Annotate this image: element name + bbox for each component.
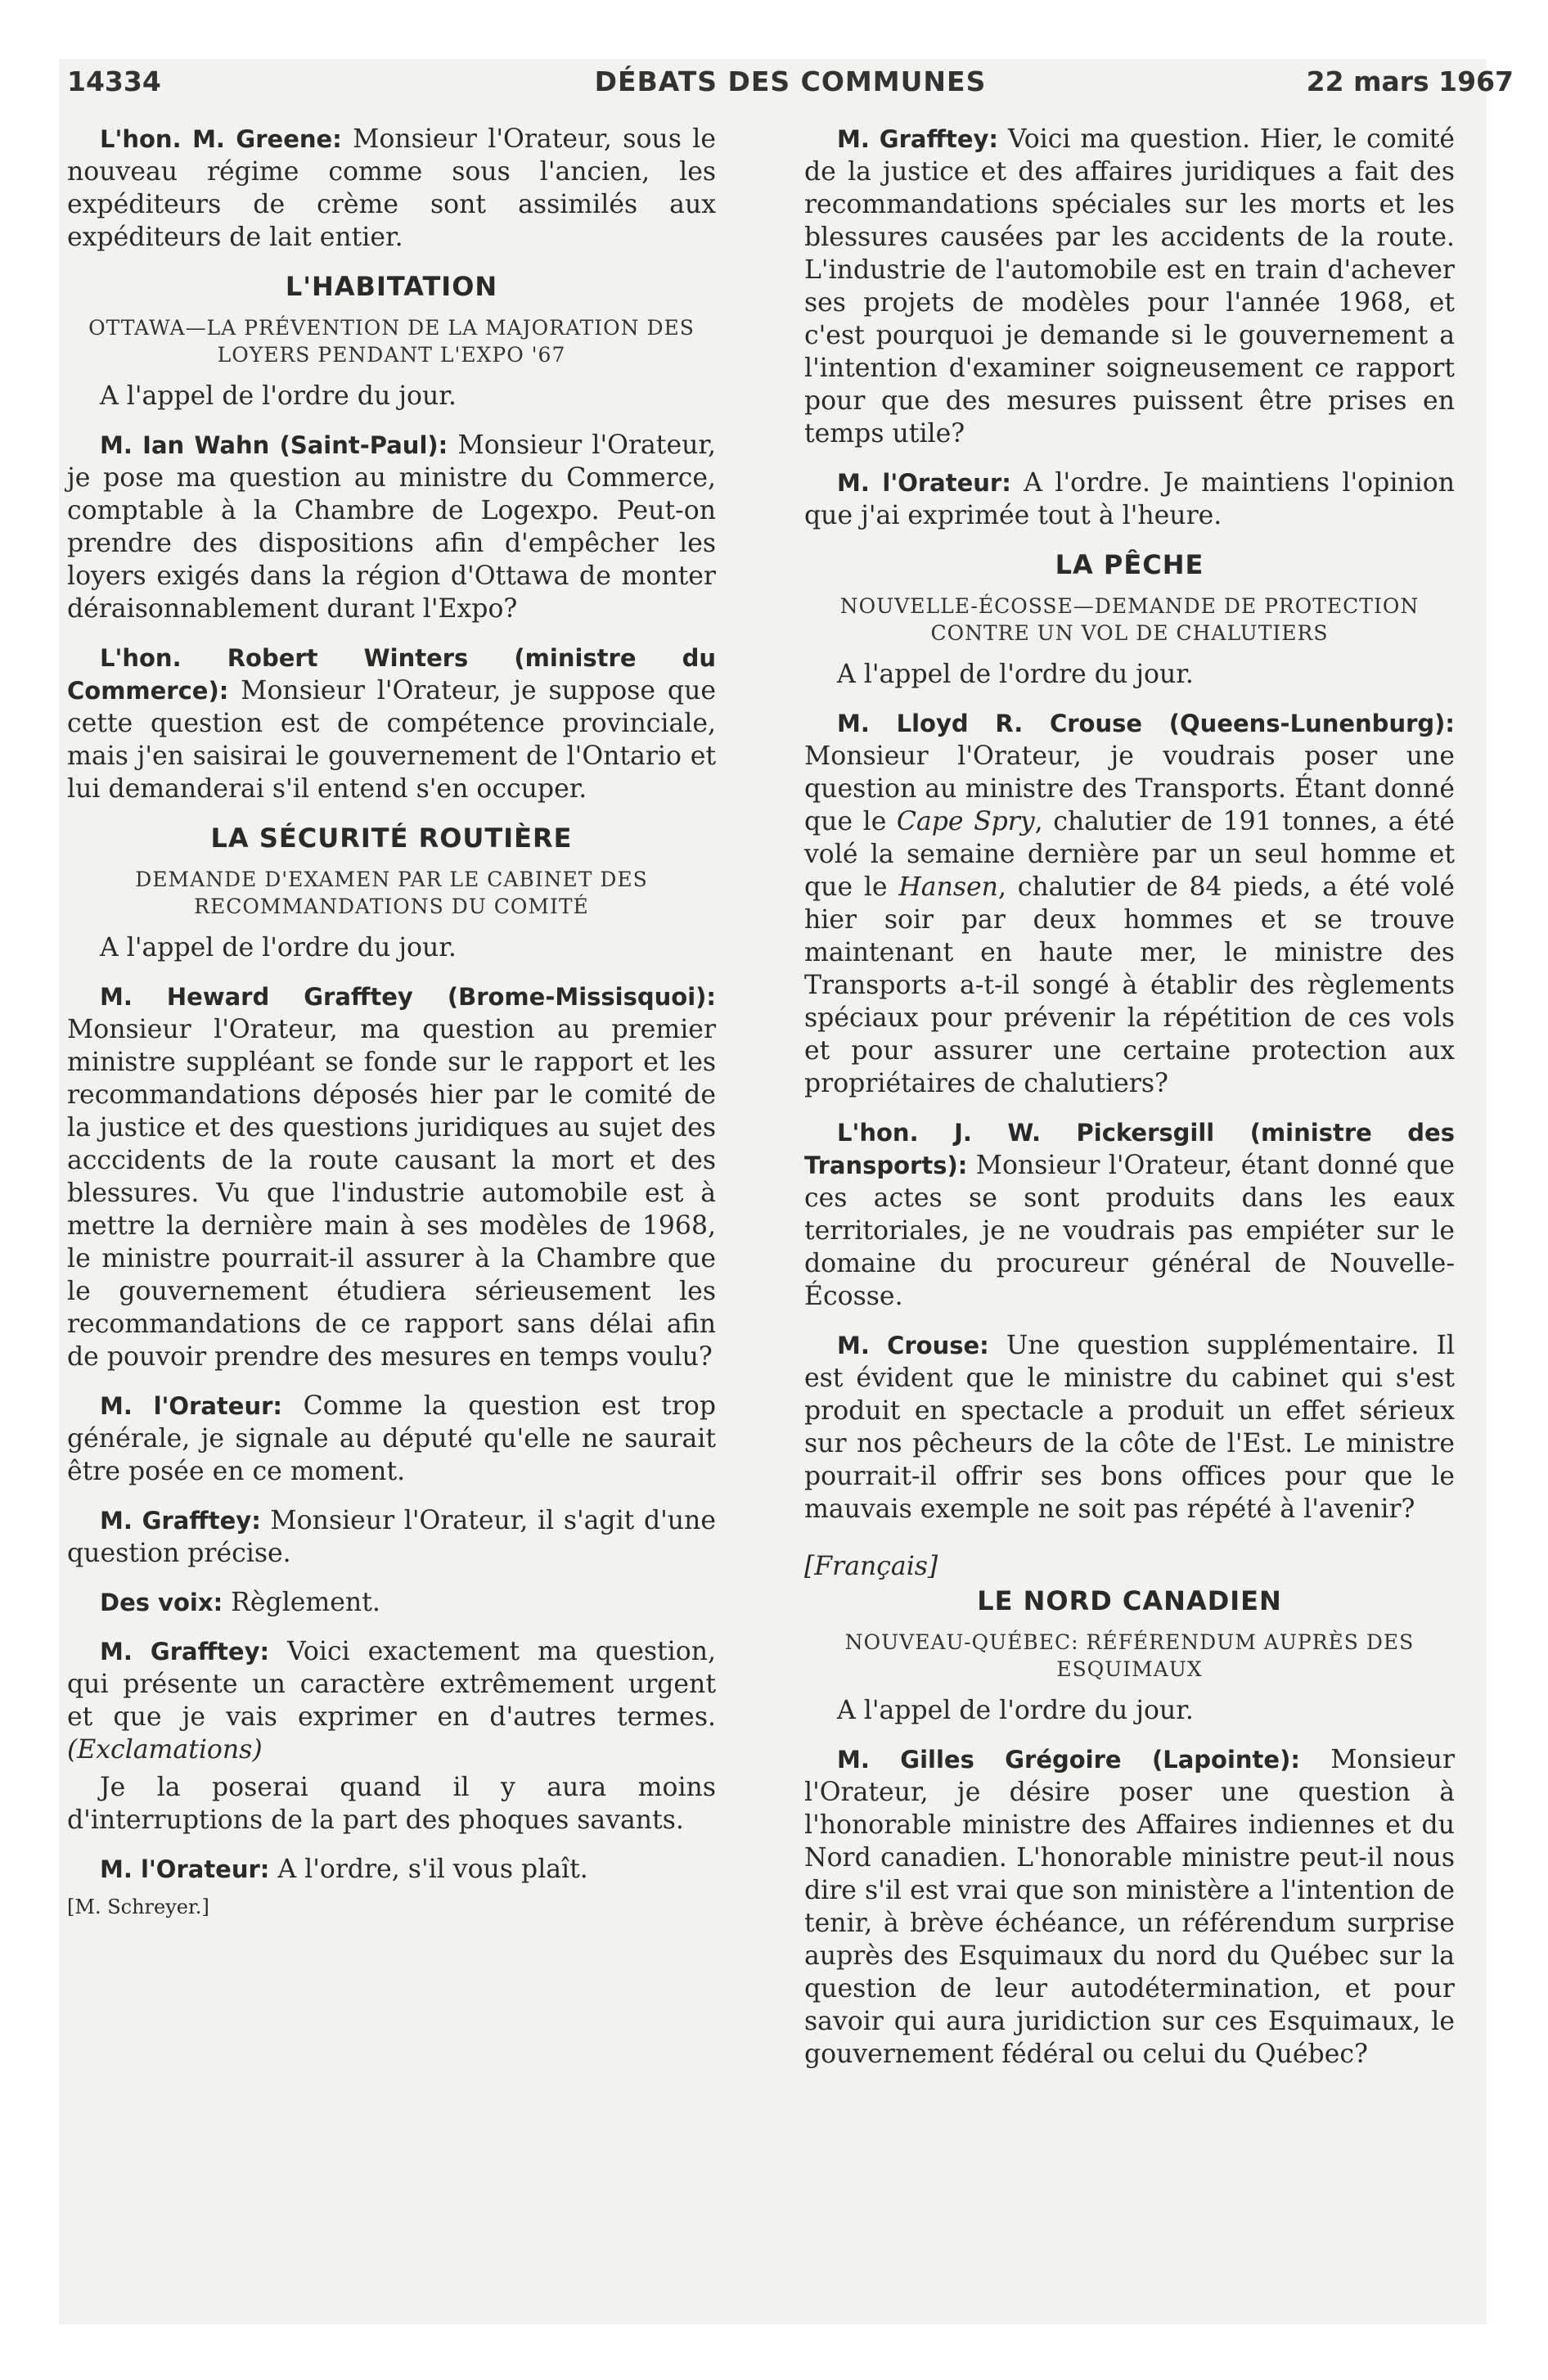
paragraph [804,1329,1455,1526]
paragraph [67,1504,716,1570]
section-subheading: NOUVEAU-QUÉBEC: RÉFÉRENDUM AUPRÈS DES ESQUIMAUX [844,1630,1415,1681]
language-note-text: [Français] [804,1552,938,1581]
order-call: A l'appel de l'ordre du jour. [100,933,457,962]
speech-text: , chalutier de 84 pieds, a été volé hier soir par deux hommes et se trouve maintenant en haute mer, le ministre des Transports a-t-il songé à établir des règlements spéciaux pour prévenir la répétition de ces vols et pour assurer une certaine protection aux propriétaires de chalutiers? [804,872,1455,1098]
section-heading: LE NORD CANADIEN [977,1585,1282,1616]
paragraph [67,123,716,254]
italic-note: (Exclamations) [67,1735,263,1765]
ship-name: Cape Spry [896,807,1035,836]
page-number: 14334 [67,65,161,97]
speaker-name: M. Grafftey: [837,125,999,153]
speech-text: Monsieur l'Orateur, je suppose que cette question est de compétence provinciale, mais j'en saisirai le gouvernement de l'Ontario et lui demanderai s'il entend s'en occuper. [67,676,716,804]
paragraph [67,1635,716,1766]
paragraph [804,1743,1455,2071]
speech-text: Monsieur l'Orateur, il s'agit d'une question précise. [67,1506,716,1568]
section-subheading: NOUVELLE-ÉCOSSE—DEMANDE DE PROTECTION CONTRE UN VOL DE CHALUTIERS [839,594,1420,645]
footer-note: [M. Schreyer.] [67,1895,209,1918]
speaker-name: M. l'Orateur: [100,1392,283,1420]
speaker-name: M. l'Orateur: [837,469,1011,497]
paragraph [67,429,716,625]
paragraph [804,707,1455,1100]
speaker-name: M. Lloyd R. Crouse (Queens-Lunenburg): [837,710,1455,737]
speech-text: Monsieur l'Orateur, ma question au premier ministre suppléant se fonde sur le rapport et les recommandations déposés hier par le comité de la justice et des questions juridiques au sujet des acccidents de la route causant la mort et des blessures. Vu que l'industrie automobile est à mettre la dernière main à ses modèles de 1968, le ministre pourrait-il assurer à la Chambre que le gouvernement étudiera sérieusement les recommandations de ce rapport sans délai afin de pouvoir prendre des mesures en temps voulu? [67,1015,716,1372]
speech-text: Règlement. [223,1588,380,1617]
speaker-name: L'hon. J. W. Pickersgill (ministre des Transports): [804,1119,1455,1179]
publication-date: 22 mars 1967 [1306,65,1514,97]
speech-text: Monsieur l'Orateur, étant donné que ces actes se sont produits dans les eaux territoriales, je ne voudrais pas empiéter sur le domaine du procureur général de Nouvelle-Écosse. [804,1151,1455,1311]
paragraph [67,980,716,1373]
paragraph [804,123,1455,450]
speaker-name: L'hon. M. Greene: [100,125,342,153]
speech-text: A l'ordre, s'il vous plaît. [269,1855,588,1884]
section-heading: LA SÉCURITÉ ROUTIÈRE [210,823,573,854]
right-column [804,123,1455,2087]
paragraph: Je la poserai quand il y aura moins d'interruptions de la part des phoques savants. [67,1773,716,1835]
speech-text: , chalutier de 191 tonnes, a été volé la semaine dernière par un seul homme et que le [804,807,1455,902]
ship-name: Hansen [898,872,998,902]
speaker-name: M. Gilles Grégoire (Lapointe): [837,1746,1300,1774]
left-column [67,123,716,1940]
language-note [804,1550,1455,1583]
speech-text: Monsieur l'Orateur, je pose ma question au ministre du Commerce, comptable à la Chambre de Logexpo. Peut-on prendre des dispositions afin d'empêcher les loyers exigés dans la région d'Ottawa de monter déraisonnablement durant l'Expo? [67,430,716,624]
order-call: A l'appel de l'ordre du jour. [100,381,457,411]
speaker-name: L'hon. Robert Winters (ministre du Commerce): [67,644,716,705]
paragraph [67,1853,716,1886]
speech-text: Monsieur l'Orateur, je voudrais poser une question au ministre des Transports. Étant donné que le [804,741,1455,836]
speaker-name: M. Heward Grafftey (Brome-Missisquoi): [100,983,716,1011]
paragraph [804,467,1455,532]
paragraph [67,1586,716,1619]
order-call: A l'appel de l'ordre du jour. [837,1696,1194,1725]
speech-text: Monsieur l'Orateur, sous le nouveau régime comme sous l'ancien, les expéditeurs de crème sont assimilés aux expéditeurs de lait entier. [67,124,716,252]
section-heading: LA PÊCHE [1055,549,1204,580]
section-subheading: DEMANDE D'EXAMEN PAR LE CABINET DES RECOMMANDATIONS DU COMITÉ [135,868,648,918]
speaker-name: M. Ian Wahn (Saint-Paul): [100,431,448,459]
speech-text: Monsieur l'Orateur, je désire poser une question à l'honorable ministre des Affaires indiennes et du Nord canadien. L'honorable ministre peut-il nous dire s'il est vrai que son ministère a l'intention de tenir, à brève échéance, un référendum surprise auprès des Esquimaux du nord du Québec sur la question de leur autodétermination, et pour savoir qui aura juridiction sur ces Esquimaux, le gouvernement fédéral ou celui du Québec? [804,1745,1455,2069]
speaker-name: M. l'Orateur: [100,1855,270,1883]
speaker-name: M. Grafftey: [100,1638,270,1666]
section-subheading: OTTAWA—LA PRÉVENTION DE LA MAJORATION DES LOYERS PENDANT L'EXPO '67 [88,316,695,367]
speech-text: A l'ordre. Je maintiens l'opinion que j'ai exprimée tout à l'heure. [804,468,1456,530]
page-header [67,65,1514,115]
paragraph [804,1116,1455,1313]
section-heading: L'HABITATION [285,271,498,302]
speech-text: Une question supplémentaire. Il est évident que le ministre du cabinet qui s'est produit en spectacle a produit un effet sérieux sur nos pêcheurs de la côte de l'Est. Le ministre pourrait-il offrir ses bons offices pour que le mauvais exemple ne soit pas répété à l'avenir? [804,1331,1456,1524]
speech-text: Voici ma question. Hier, le comité de la justice et des affaires juridiques a fait des recommandations spéciales sur les morts et les blessures causées par les accidents de la route. L'industrie de l'automobile est en train d'achever ses projets de modèles pour l'année 1968, et c'est pourquoi je demande si le gouvernement a l'intention d'examiner soigneusement ce rapport pour que des mesures puissent être prises en temps utile? [804,124,1455,449]
speech-text: Voici exactement ma question, qui présente un caractère extrêmement urgent et que je vais exprimer en d'autres termes. [67,1637,717,1732]
paragraph [67,1390,716,1488]
order-call: A l'appel de l'ordre du jour. [837,660,1194,689]
speaker-name: M. Crouse: [837,1332,989,1359]
speaker-name: Des voix: [100,1589,223,1616]
paragraph [67,642,716,805]
speaker-name: M. Grafftey: [100,1507,261,1535]
publication-title: DÉBATS DES COMMUNES [594,65,987,97]
speech-text: Comme la question est trop générale, je signale au député qu'elle ne saurait être posée en ce moment. [67,1391,717,1486]
